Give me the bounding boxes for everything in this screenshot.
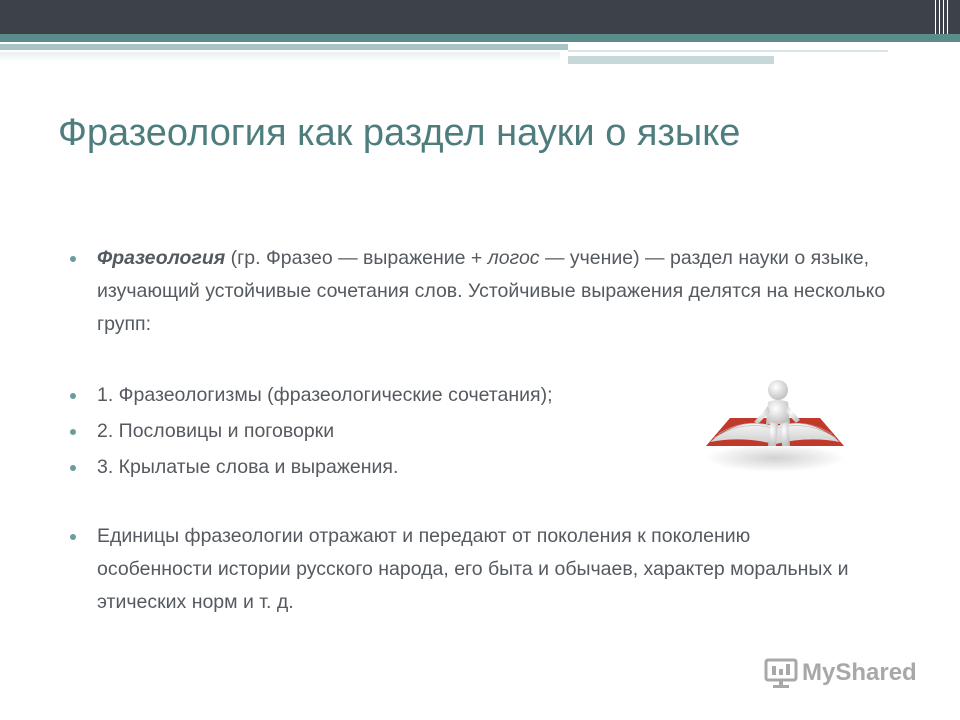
bullet-text: 1. Фразеологизмы (фразеологические сочетания); [97,384,553,406]
definition-text-part1: (гр. Фразео — выражение + [225,247,488,269]
header-divider-line [947,0,948,34]
slide-title: Фразеология как раздел науки о языке [58,112,741,154]
header-divider-line [943,0,944,34]
person-on-open-book-icon [700,360,850,480]
bullet-text: 2. Пословицы и поговорки [97,420,335,442]
myshared-logo [764,655,917,691]
bullet-dot [70,429,76,435]
bullet-group-3 [70,451,677,484]
bullet-text: Единицы фразеологии отражают и передают от поколения к поколению особенности истории русского народа, его быта и обычаев, характер моральных и этических норм и т. д. [97,525,849,613]
bullet-dot [70,465,76,471]
bullet-dot [70,256,76,262]
header-thin-stripe [568,50,888,52]
header-divider-line [935,0,936,34]
bullet-dot [70,534,76,540]
presentation-screen-icon [764,657,798,689]
term-logos: логос [487,247,540,269]
bullet-dot [70,393,76,399]
top-dark-band [0,0,930,34]
watermark-text: MyShared [802,659,917,686]
bullet-group-1 [70,379,677,412]
definition-text-part2: — учение) — раздел науки о языке, изучающий устойчивые сочетания слов. Устойчивые выражения делятся на несколько групп: [97,247,886,335]
header-fade-stripe [0,52,560,62]
header-teal-bar [0,34,960,42]
bullet-text: 3. Крылатые слова и выражения. [97,456,399,478]
bullet-definition [70,242,907,341]
term-phraseology: Фразеология [97,247,226,269]
bullet-conclusion [70,520,857,619]
header-short-stripe [568,56,774,64]
header-divider-line [939,0,940,34]
bullet-group-2 [70,415,677,448]
header-teal-stripe [0,44,568,50]
